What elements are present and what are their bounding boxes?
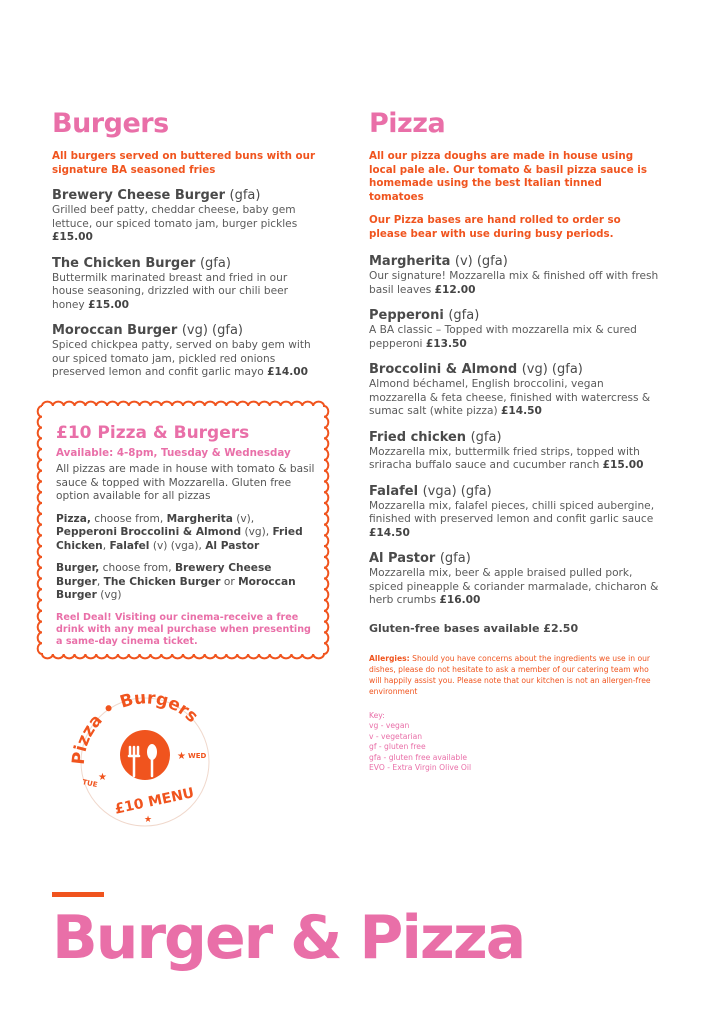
allergy-note <box>369 653 659 697</box>
svg-text:★: ★ <box>98 772 107 783</box>
choice-segment: , <box>102 539 110 552</box>
item-tags: (vg) (gfa) <box>521 362 583 377</box>
item-title: Brewery Cheese Burger <box>52 188 225 203</box>
accent-bar <box>52 892 104 897</box>
choice-segment: Burger, <box>56 562 100 574</box>
item-price: £14.50 <box>501 405 542 417</box>
menu-item <box>369 361 659 419</box>
offer-box <box>36 400 330 660</box>
item-name <box>52 255 322 272</box>
item-tags: (gfa) <box>448 308 480 323</box>
menu-item <box>369 307 659 351</box>
offer-burger-choices <box>56 562 318 603</box>
item-title: The Chicken Burger <box>52 255 196 271</box>
choice-segment: Broccolini & Almond <box>120 526 242 538</box>
item-desc-text: Spiced chickpea patty, served on baby gem with our spiced tomato jam, pickled red onions preserved lemon and confit garlic mayo <box>52 339 311 378</box>
item-desc-text: A BA classic – Topped with mozzarella mix & cured pepperoni <box>369 324 637 350</box>
item-desc-text: Buttermilk marinated breast and fried in our house seasoning, drizzled with our chili beer honey <box>52 271 288 311</box>
offer-availability: Available: 4-8pm, Tuesday & Wednesday <box>56 447 291 459</box>
choice-segment: Pepperoni <box>56 526 117 538</box>
key-line: v - vegetarian <box>369 731 423 741</box>
item-title: Moroccan Burger <box>52 323 178 338</box>
burger-list <box>52 187 322 380</box>
item-description <box>52 272 322 313</box>
item-price: £15.00 <box>602 459 644 471</box>
menu-item <box>369 483 659 541</box>
item-name <box>369 307 659 324</box>
offer-title: £10 Pizza & Burgers <box>56 423 250 443</box>
key-line: gfa - gluten free available <box>369 752 467 762</box>
burgers-section <box>52 108 322 390</box>
item-price: £14.50 <box>369 526 410 539</box>
ten-pound-menu-badge <box>62 680 232 830</box>
item-description <box>52 204 322 245</box>
offer-pizza-choices <box>56 513 318 554</box>
menu-item <box>369 253 659 297</box>
pizza-title: Pizza <box>369 108 446 139</box>
menu-item <box>369 550 659 608</box>
footer-title: Burger & Pizza <box>52 903 525 973</box>
choice-segment: or <box>220 575 239 588</box>
item-price: £15.00 <box>52 231 93 243</box>
choice-segment: (vg) <box>96 589 122 601</box>
allergy-text: Should you have concerns about the ingredients we use in our dishes, please do not hesitate to ask a member of our catering team who will happily assist you. Please note that our kitchen is not an allergen-free environment <box>369 653 651 696</box>
choice-segment: Al Pastor <box>205 539 260 552</box>
item-description <box>369 446 659 473</box>
allergy-label: Allergies: <box>369 653 410 663</box>
svg-text:£10 MENU: £10 MENU <box>113 785 196 818</box>
item-tags: (v) (gfa) <box>454 254 508 269</box>
burgers-title: Burgers <box>52 108 169 139</box>
offer-description: All pizzas are made in house with tomato & basil sauce & topped with Mozzarella. Gluten free option available for all pizzas <box>56 463 315 502</box>
item-tags: (vg) (gfa) <box>181 323 243 338</box>
item-title: Broccolini & Almond <box>369 362 518 377</box>
choice-segment: Moroccan Burger <box>56 575 296 601</box>
pizza-list <box>369 253 659 608</box>
key-line: EVO - Extra Virgin Olive Oil <box>369 763 472 773</box>
item-title: Margherita <box>369 254 451 269</box>
item-price: £14.00 <box>267 366 308 378</box>
menu-item <box>52 322 322 380</box>
item-title: Falafel <box>369 483 419 499</box>
pizza-section <box>369 108 659 774</box>
choice-segment: (vg), <box>241 526 273 538</box>
menu-item <box>52 255 322 313</box>
choice-segment: (v), <box>232 512 255 525</box>
item-title: Al Pastor <box>369 551 436 566</box>
item-description <box>369 500 659 541</box>
choice-segment: The Chicken Burger <box>103 575 221 588</box>
plate-icon <box>120 730 170 780</box>
item-name <box>52 322 322 339</box>
choice-segment: Margherita <box>166 512 233 525</box>
svg-text:TUE: TUE <box>81 778 99 790</box>
choice-segment: choose from, <box>90 512 167 525</box>
item-title: Pepperoni <box>369 308 444 323</box>
key-line: vg - vegan <box>369 721 410 731</box>
item-tags: (gfa) <box>439 551 471 566</box>
svg-text:★: ★ <box>177 751 186 762</box>
item-name <box>369 483 659 500</box>
item-price: £16.00 <box>439 594 481 606</box>
item-description <box>52 339 322 380</box>
item-description <box>369 270 659 297</box>
item-desc-text: Grilled beef patty, cheddar cheese, baby gem lettuce, our spiced tomato jam, burger pickles <box>52 204 298 230</box>
svg-text:Pizza • Burgers: Pizza • Burgers <box>68 688 202 766</box>
svg-text:WED: WED <box>188 752 207 760</box>
choice-segment: , <box>96 575 104 588</box>
key-line: gf - gluten free <box>369 742 426 752</box>
choice-segment: (v) (vga), <box>149 539 206 552</box>
item-price: £13.50 <box>425 337 467 350</box>
choice-segment: Brewery Cheese Burger <box>56 562 272 588</box>
burgers-intro: All burgers served on buttered buns with our signature BA seasoned fries <box>52 150 316 176</box>
item-tags: (gfa) <box>229 188 261 203</box>
item-desc-text: Mozzarella mix, falafel pieces, chilli spiced aubergine, finished with preserved lemon and confit garlic sauce <box>369 499 655 525</box>
item-desc-text: Our signature! Mozzarella mix & finished off with fresh basil leaves <box>369 270 659 296</box>
menu-item <box>52 187 322 245</box>
reel-deal-note: Reel Deal! Visiting our cinema-receive a free drink with any meal purchase when presenting a same-day cinema ticket. <box>56 611 311 647</box>
choice-segment: Fried Chicken <box>56 526 303 552</box>
item-description <box>369 567 659 608</box>
item-tags: (gfa) <box>470 429 502 445</box>
item-desc-text: Mozzarella mix, beer & apple braised pulled pork, spiced pineapple & coriander marmalade, chicharon & herb crumbs <box>369 567 659 606</box>
item-name <box>369 253 659 270</box>
gluten-free-note: Gluten-free bases available £2.50 <box>369 621 579 635</box>
item-desc-text: Mozzarella mix, buttermilk fried strips, topped with sriracha buffalo sauce and cucumber ranch <box>369 445 640 471</box>
choice-segment: Pizza, <box>56 512 91 525</box>
item-description <box>369 378 659 419</box>
svg-text:★: ★ <box>144 815 153 825</box>
item-tags: (vga) (gfa) <box>422 483 492 499</box>
item-name <box>369 429 659 446</box>
pizza-intro-2: Our Pizza bases are hand rolled to order so please bear with use during busy periods. <box>369 214 621 240</box>
pizza-intro: All our pizza doughs are made in house using local pale ale. Our tomato & basil pizza sauce is homemade using the best Italian tinned tomatoes <box>369 150 647 203</box>
key-line: Key: <box>369 710 385 720</box>
item-tags: (gfa) <box>199 255 231 271</box>
item-description <box>369 324 659 351</box>
choice-segment: Falafel <box>109 539 150 552</box>
item-name <box>369 361 659 378</box>
dietary-key <box>369 711 659 775</box>
item-name <box>369 550 659 567</box>
choice-segment: choose from, <box>99 562 175 574</box>
item-price: £12.00 <box>434 283 476 296</box>
item-name <box>52 187 322 204</box>
menu-item <box>369 429 659 473</box>
item-title: Fried chicken <box>369 429 467 445</box>
item-price: £15.00 <box>88 298 129 311</box>
item-desc-text: Almond béchamel, English broccolini, vegan mozzarella & feta cheese, finished with watercress & sumac salt (white pizza) <box>369 378 651 417</box>
